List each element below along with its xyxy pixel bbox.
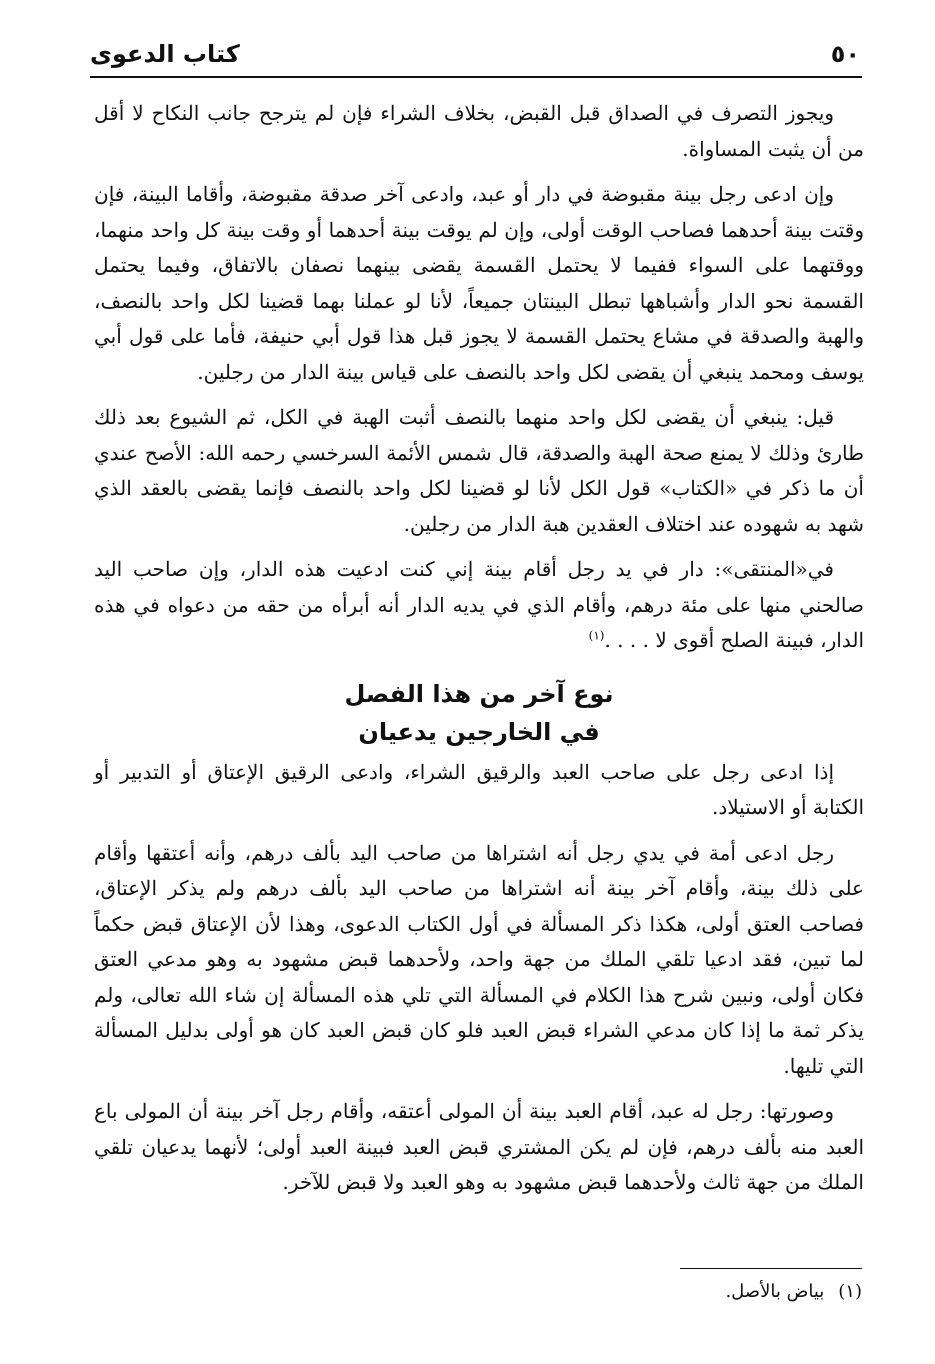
footnote-divider <box>680 1268 862 1269</box>
section-heading-line-1: نوع آخر من هذا الفصل <box>344 679 614 708</box>
section-heading-line-2: في الخارجين يدعيان <box>358 717 600 746</box>
page-number: ٥٠ <box>830 40 860 68</box>
paragraph: وصورتها: رجل له عبد، أقام العبد بينة أن المولى أعتقه، وأقام رجل آخر بينة أن المولى باع العبد منه بألف درهم، فإن لم يكن المشتري قبض العبد فبينة العبد أولى؛ لأنهما يدعيان تلقي الملك من جهة ثالث ولأحدهما قبض مشهود به وهو العبد ولا قبض للآخر. <box>94 1099 864 1194</box>
paragraph: إذا ادعى رجل على صاحب العبد والرقيق الشراء، وادعى الرقيق الإعتاق أو التدبير أو الكتابة أو الاستيلاد. <box>94 759 864 819</box>
footnote <box>94 1278 862 1306</box>
book-title: كتاب الدعوى <box>90 40 240 68</box>
main-text <box>94 96 864 1211</box>
footnote-marker: (١) <box>588 628 605 643</box>
paragraph-with-footnote <box>94 552 864 659</box>
footnote-number: (١) <box>838 1281 862 1302</box>
section-heading <box>94 675 864 751</box>
page-header <box>90 30 860 78</box>
footnote-text: بياض بالأصل. <box>725 1281 825 1302</box>
header-divider <box>90 76 862 78</box>
paragraph: رجل ادعى أمة في يدي رجل أنه اشتراها من صاحب اليد بألف درهم، وأنه أعتقها وأقام على ذلك بينة، وأقام آخر بينة أنه اشتراها من صاحب اليد بألف درهم ولم يذكر الإعتاق، فصاحب العتق أولى، هكذا ذكر المسألة في أول الكتاب الدعوى، وهذا لأن الإعتاق قبض حكماً لما تبين، فقد ادعيا تلقي الملك من جهة واحد، ولأحدهما قبض مشهود به وهو مدعي العتق فكان أولى، ونبين شرح هذا الكلام في المسألة التي تلي هذه المسألة إن شاء الله تعالى، ولم يذكر ثمة ما إذا كان مدعي الشراء قبض العبد فلو كان قبض العبد كان هو أولى بدليل المسألة التي تليها. <box>94 840 864 1078</box>
paragraph: قيل: ينبغي أن يقضى لكل واحد منهما بالنصف أثبت الهبة في الكل، ثم الشيوع بعد ذلك طارئ وذلك لا يمنع صحة الهبة والصدقة، قال شمس الأئمة السرخسي رحمه الله: الأصح عندي أن ما ذكر في «الكتاب» قول الكل لأنا لو قضينا لكل واحد بالنصف فإنما يقضى بالعقد الذي شهد به شهوده عند اختلاف العقدين هبة الدار من رجلين. <box>94 405 864 536</box>
paragraph: ويجوز التصرف في الصداق قبل القبض، بخلاف الشراء فإن لم يترجح جانب النكاح لا أقل من أن يثبت المساواة. <box>94 101 864 161</box>
paragraph-text: في«المنتقى»: دار في يد رجل أقام بينة إني كنت ادعيت هذه الدار، وإن صاحب اليد صالحني منها على مئة درهم، وأقام الذي في يديه الدار أنه أبرأه من حقه من دعواه في هذه الدار، فبينة الصلح أقوى لا . . . . <box>94 557 864 652</box>
paragraph: وإن ادعى رجل بينة مقبوضة في دار أو عبد، وادعى آخر صدقة مقبوضة، وأقاما البينة، فإن وقتت بينة أحدهما فصاحب الوقت أولى، وإن لم يوقت بينة أحدهما أو وقت بينة كل واحد منهما، ووقتهما على السواء ففيما لا يحتمل القسمة يقضى بينهما نصفان بالاتفاق، وفيما يحتمل القسمة نحو الدار وأشباهها تبطل البينتان جميعاً، لأنا لو عملنا بهما قضينا لكل واحد بالنصف، والهبة والصدقة في مشاع يحتمل القسمة لا يجوز قبل هذا قول أبي حنيفة، فأما على قول أبي يوسف ومحمد ينبغي أن يقضى لكل واحد بالنصف على قياس بينة الدار من رجلين. <box>94 182 864 384</box>
